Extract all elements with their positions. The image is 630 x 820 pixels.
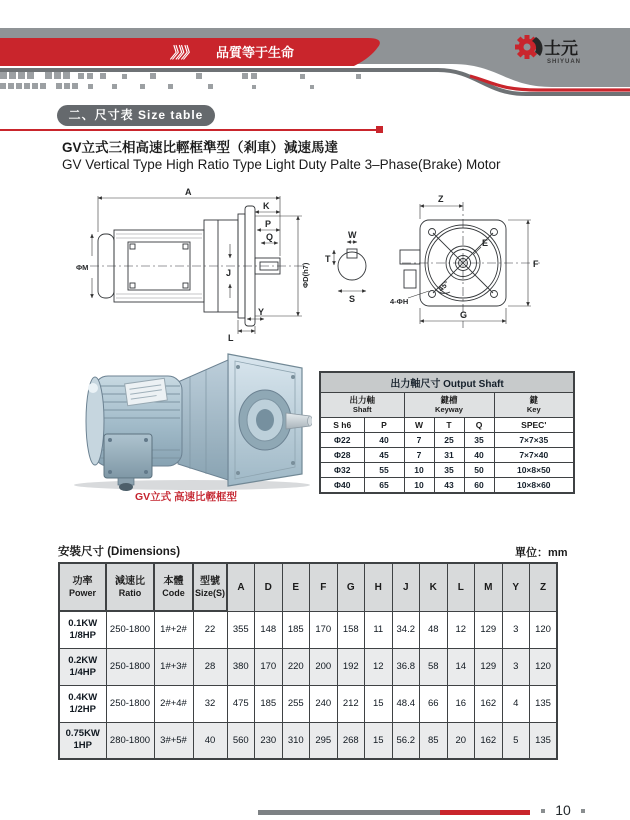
header-power-en: Power — [68, 587, 96, 598]
cell: 25 — [434, 432, 464, 447]
cell: 380 — [227, 648, 255, 685]
cell: 560 — [227, 722, 255, 759]
motor-photo — [60, 350, 312, 492]
cell: 120 — [530, 611, 558, 648]
header-ratio-en: Ratio — [118, 587, 142, 598]
power-kw: 0.4KW — [68, 691, 98, 703]
section-title-pill: 二、尺寸表 Size table — [57, 105, 215, 126]
cell: 55 — [364, 462, 404, 477]
page-number: 10 — [555, 802, 571, 818]
table-row — [320, 432, 574, 447]
col-spec: SPEC' — [494, 417, 574, 432]
cell-power — [59, 611, 106, 648]
group-keyway-en: Keyway — [435, 405, 463, 414]
table-row — [59, 611, 557, 648]
group-key — [494, 392, 574, 417]
header-E: E — [282, 563, 310, 611]
cell: Φ28 — [320, 447, 364, 462]
cell: 7 — [404, 447, 434, 462]
table-row — [320, 462, 574, 477]
product-title-zh: GV立式三相高速比輕框準型（剎車）減速馬達 — [62, 140, 339, 155]
cell: 45 — [364, 447, 404, 462]
dim-label-P: P — [265, 219, 272, 229]
header-ratio — [106, 563, 154, 611]
cell: 3 — [502, 648, 530, 685]
cell: 58 — [420, 648, 448, 685]
cell: 35 — [434, 462, 464, 477]
header-H: H — [365, 563, 393, 611]
cell: 355 — [227, 611, 255, 648]
cell: Φ22 — [320, 432, 364, 447]
cell: 36.8 — [392, 648, 420, 685]
cell: Φ40 — [320, 477, 364, 493]
power-hp: 1HP — [73, 740, 92, 752]
dim-label-F: F — [533, 259, 539, 269]
cell: 129 — [475, 611, 503, 648]
cell: 200 — [310, 648, 338, 685]
header-size-en: Size(S) — [194, 587, 225, 598]
group-shaft — [320, 392, 404, 417]
cell: 212 — [337, 685, 365, 722]
header-code — [154, 563, 193, 611]
col-p: P — [364, 417, 404, 432]
cell: 2#+4# — [154, 685, 193, 722]
cell: 310 — [282, 722, 310, 759]
cell: 7×7×35 — [494, 432, 574, 447]
power-kw: 0.2KW — [68, 654, 98, 666]
cell: 3#+5# — [154, 722, 193, 759]
cell: 12 — [447, 611, 475, 648]
footer-dot-right — [581, 809, 585, 813]
cell: 170 — [255, 648, 283, 685]
cell: 34.2 — [392, 611, 420, 648]
header-F: F — [310, 563, 338, 611]
cell: 10×8×50 — [494, 462, 574, 477]
header-Z: Z — [530, 563, 558, 611]
dim-label-Y: Y — [258, 307, 265, 317]
header-ratio-zh: 減速比 — [115, 575, 145, 587]
group-keyway-zh: 鍵槽 — [440, 395, 458, 405]
table-row — [320, 447, 574, 462]
cell: 16 — [447, 685, 475, 722]
table-row — [59, 722, 557, 759]
table-row — [59, 648, 557, 685]
dim-label-D: ΦD(h7) — [301, 262, 310, 288]
dim-label-K: K — [263, 201, 270, 211]
power-hp: 1/2HP — [69, 703, 96, 715]
header-J: J — [392, 563, 420, 611]
header-size-zh: 型號 — [200, 575, 220, 587]
logo-subtext: SHIYUAN — [547, 59, 582, 65]
output-shaft-table — [319, 371, 575, 494]
col-w: W — [404, 417, 434, 432]
cell: 10 — [404, 477, 434, 493]
cell: 120 — [530, 648, 558, 685]
cell: 268 — [337, 722, 365, 759]
side-view-drawing — [58, 186, 380, 344]
cell: 135 — [530, 722, 558, 759]
dim-label-L: L — [228, 333, 234, 343]
header-L: L — [447, 563, 475, 611]
cell: 185 — [255, 685, 283, 722]
header-power — [59, 563, 106, 611]
cell: 240 — [310, 685, 338, 722]
cell: 255 — [282, 685, 310, 722]
dim-label-A: A — [185, 187, 192, 197]
col-q: Q — [464, 417, 494, 432]
footer-bar-red — [440, 810, 530, 815]
ribbon-arrows-icon: 》》》 — [170, 45, 195, 62]
table-row — [59, 685, 557, 722]
dim-label-E: E — [482, 238, 489, 248]
group-shaft-zh: 出力軸 — [349, 395, 375, 405]
cell: 162 — [475, 685, 503, 722]
cell: 43 — [434, 477, 464, 493]
dim-label-4holes: 4-ΦH — [390, 297, 409, 306]
cell: 7×7×40 — [494, 447, 574, 462]
group-key-en: Key — [526, 405, 541, 414]
cell: 50 — [464, 462, 494, 477]
front-view-drawing — [388, 186, 610, 344]
group-key-zh: 鍵 — [529, 395, 539, 405]
dim-label-Z: Z — [438, 194, 444, 204]
cell: 220 — [282, 648, 310, 685]
cell: 65 — [364, 477, 404, 493]
power-hp: 1/8HP — [69, 629, 96, 641]
power-kw: 0.1KW — [68, 617, 98, 629]
cell: 10×8×60 — [494, 477, 574, 493]
red-underline-end-square — [376, 126, 383, 133]
cell: 135 — [530, 685, 558, 722]
dimensions-table — [58, 562, 558, 760]
cell: 185 — [282, 611, 310, 648]
dimensions-title: 安裝尺寸 (Dimensions) — [58, 546, 181, 558]
cell: 4 — [502, 685, 530, 722]
cell: 192 — [337, 648, 365, 685]
col-t: T — [434, 417, 464, 432]
cell: 1#+3# — [154, 648, 193, 685]
cell: 15 — [365, 722, 393, 759]
cell: 15 — [365, 685, 393, 722]
header-Y: Y — [502, 563, 530, 611]
dim-label-G: G — [460, 310, 468, 320]
cell: 40 — [364, 432, 404, 447]
cell: Φ32 — [320, 462, 364, 477]
cell: 48.4 — [392, 685, 420, 722]
cell: 31 — [434, 447, 464, 462]
table-row — [320, 477, 574, 493]
cell: 20 — [447, 722, 475, 759]
cell: 162 — [475, 722, 503, 759]
cell: 148 — [255, 611, 283, 648]
red-underline — [0, 129, 378, 131]
cell: 1#+2# — [154, 611, 193, 648]
photo-caption: GV立式 高速比輕框型 — [134, 491, 238, 503]
header-slogan: 品質等于生命 — [216, 45, 295, 60]
header-G: G — [337, 563, 365, 611]
dim-label-J: J — [226, 268, 232, 278]
cell-power — [59, 685, 106, 722]
group-shaft-en: Shaft — [352, 405, 372, 414]
cell: 40 — [193, 722, 227, 759]
cell: 48 — [420, 611, 448, 648]
cell: 11 — [365, 611, 393, 648]
cell-power — [59, 722, 106, 759]
cell: 12 — [365, 648, 393, 685]
header-power-zh: 功率 — [72, 575, 93, 587]
dim-label-Q: Q — [266, 232, 274, 242]
power-hp: 1/4HP — [69, 666, 96, 678]
cell: 250-1800 — [106, 611, 154, 648]
col-s-h6: S h6 — [320, 417, 364, 432]
power-kw: 0.75KW — [65, 728, 100, 740]
dim-label-T: T — [325, 254, 331, 264]
dim-label-45deg: 45° — [436, 278, 451, 294]
header-size — [193, 563, 227, 611]
cell: 250-1800 — [106, 685, 154, 722]
header-code-zh: 本體 — [163, 575, 184, 587]
header-D: D — [255, 563, 283, 611]
cell: 32 — [193, 685, 227, 722]
cell: 7 — [404, 432, 434, 447]
cell-power — [59, 648, 106, 685]
cell: 10 — [404, 462, 434, 477]
product-title-en: GV Vertical Type High Ratio Type Light Duty Palte 3–Phase(Brake) Motor — [62, 157, 501, 172]
header-code-en: Code — [162, 587, 185, 598]
logo-text: 士元 — [544, 39, 578, 58]
header-M: M — [475, 563, 503, 611]
cell: 85 — [420, 722, 448, 759]
cell: 60 — [464, 477, 494, 493]
dim-label-W: W — [348, 230, 357, 240]
cell: 14 — [447, 648, 475, 685]
cell: 475 — [227, 685, 255, 722]
cell: 40 — [464, 447, 494, 462]
group-keyway — [404, 392, 494, 417]
cell: 280-1800 — [106, 722, 154, 759]
header-K: K — [420, 563, 448, 611]
cell: 230 — [255, 722, 283, 759]
cell: 5 — [502, 722, 530, 759]
header-A: A — [227, 563, 255, 611]
cell: 35 — [464, 432, 494, 447]
cell: 56.2 — [392, 722, 420, 759]
dim-label-S: S — [349, 294, 356, 304]
cell: 3 — [502, 611, 530, 648]
cell: 158 — [337, 611, 365, 648]
cell: 28 — [193, 648, 227, 685]
output-shaft-table-title: 出力軸尺寸 Output Shaft — [320, 372, 574, 392]
cell: 66 — [420, 685, 448, 722]
pixel-dots-pattern — [0, 72, 361, 89]
footer-bar-gray — [258, 810, 440, 815]
cell: 250-1800 — [106, 648, 154, 685]
cell: 295 — [310, 722, 338, 759]
footer-dot-left — [541, 809, 545, 813]
cell: 170 — [310, 611, 338, 648]
cell: 129 — [475, 648, 503, 685]
unit-label: 單位：mm — [515, 547, 568, 559]
dim-label-M: ΦM — [76, 263, 89, 272]
cell: 22 — [193, 611, 227, 648]
